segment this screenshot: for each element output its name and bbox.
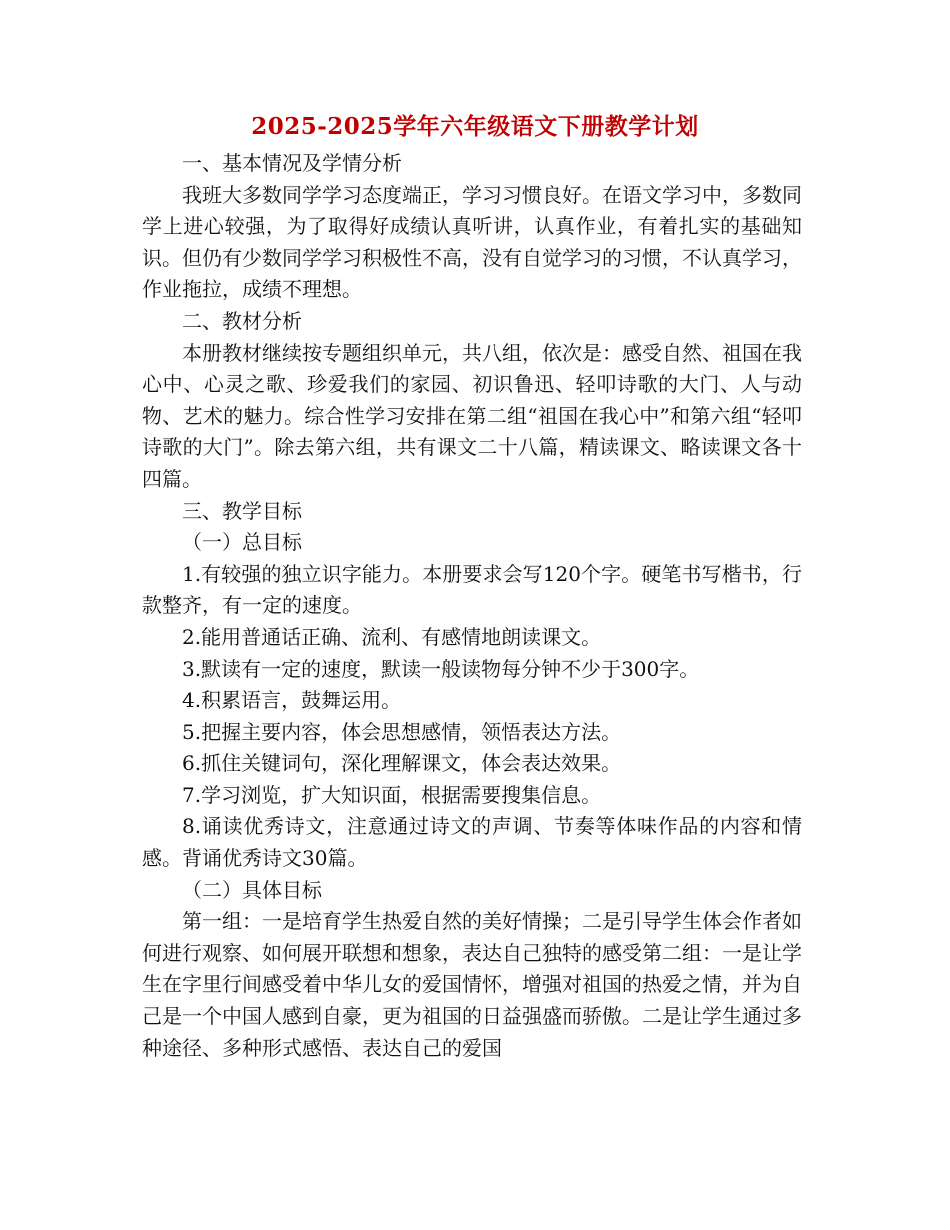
goal-item-3: 3.默读有一定的速度，默读一般读物每分钟不少于300字。 xyxy=(182,656,700,681)
document-title: 2025-2025学年六年级语文下册教学计划 xyxy=(251,113,699,140)
document-body xyxy=(142,148,802,1064)
goal-item-1: 1.有较强的独立识字能力。本册要求会写120个字。硬笔书写楷书，行款整齐，有一定的速度。 xyxy=(142,561,802,618)
subheading-overall-goals: （一）总目标 xyxy=(182,530,302,555)
section-heading-teaching-goals: 三、教学目标 xyxy=(182,498,302,523)
paragraph-textbook-analysis: 本册教材继续按专题组织单元，共八组，依次是：感受自然、祖国在我心中、心灵之歌、珍爱我们的家园、初识鲁迅、轻叩诗歌的大门、人与动物、艺术的魅力。综合性学习安排在第二组“祖国在我心中”和第六组“轻叩诗歌的大门”。除去第六组，共有课文二十八篇，精读课文、略读课文各十四篇。 xyxy=(142,340,802,491)
goal-item-6: 6.抓住关键词句，深化理解课文，体会表达效果。 xyxy=(182,751,622,776)
goal-item-7: 7.学习浏览，扩大知识面，根据需要搜集信息。 xyxy=(182,782,602,807)
section-heading-textbook-analysis: 二、教材分析 xyxy=(182,308,302,333)
goal-item-5: 5.把握主要内容，体会思想感情，领悟表达方法。 xyxy=(182,719,622,744)
goal-item-8: 8.诵读优秀诗文，注意通过诗文的声调、节奏等体味作品的内容和情感。背诵优秀诗文30篇。 xyxy=(142,814,802,871)
goal-item-2: 2.能用普通话正确、流利、有感情地朗读课文。 xyxy=(182,624,602,649)
paragraph-class-situation: 我班大多数同学学习态度端正，学习习惯良好。在语文学习中，多数同学上进心较强，为了取得好成绩认真听讲，认真作业，有着扎实的基础知识。但仍有少数同学学习积极性不高，没有自觉学习的习惯，不认真学习，作业拖拉，成绩不理想。 xyxy=(142,182,802,302)
subheading-specific-goals: （二）具体目标 xyxy=(182,877,322,902)
section-heading-basic-situation: 一、基本情况及学情分析 xyxy=(182,151,402,175)
paragraph-specific-goals: 第一组：一是培育学生热爱自然的美好情操；二是引导学生体会作者如何进行观察、如何展开联想和想象，表达自己独特的感受第二组：一是让学生在字里行间感受着中华儿女的爱国情怀，增强对祖国的热爱之情，并为自己是一个中国人感到自豪，更为祖国的日益强盛而骄傲。二是让学生通过多种途径、多种形式感悟、表达自己的爱国 xyxy=(142,909,802,1060)
goal-item-4: 4.积累语言，鼓舞运用。 xyxy=(182,688,402,713)
